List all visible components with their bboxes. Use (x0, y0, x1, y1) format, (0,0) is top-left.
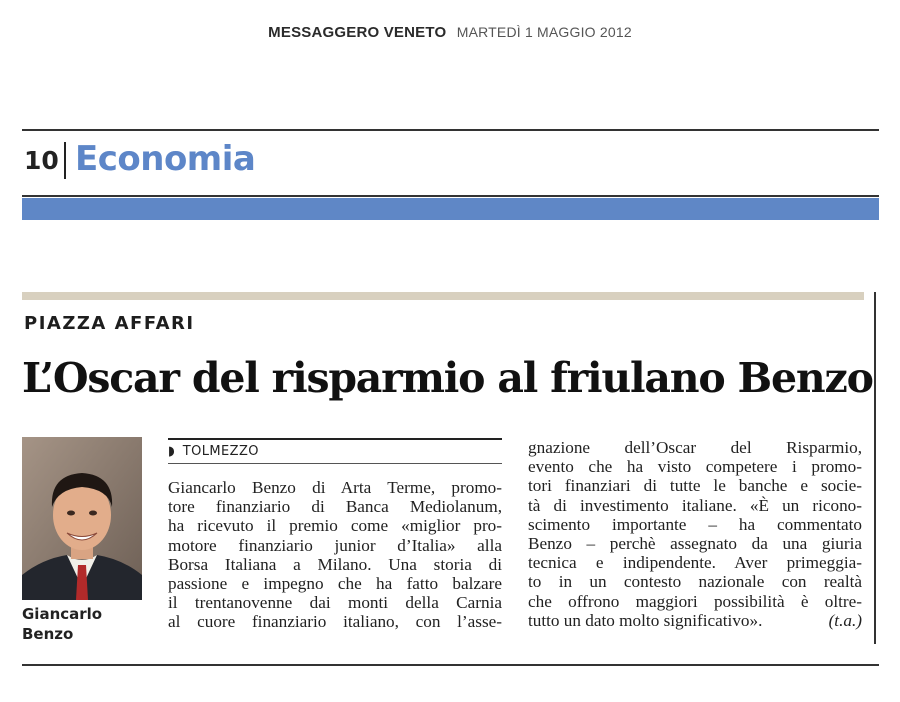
top-rule (22, 129, 879, 131)
masthead (0, 24, 900, 41)
column-line: al cuore finanziario italiano, con l’asse- (168, 612, 502, 632)
dateline (168, 444, 259, 459)
newspaper-name: MESSAGGERO VENETO (268, 24, 447, 41)
dateline-marker-icon: ◗ (168, 444, 176, 459)
photo-caption (22, 604, 102, 644)
article-column-2 (528, 438, 862, 630)
dateline-place: TOLMEZZO (182, 444, 259, 459)
section-rule (22, 195, 879, 197)
issue-date: MARTEDÌ 1 MAGGIO 2012 (456, 24, 632, 40)
portrait-illustration (22, 437, 142, 600)
article-kicker: PIAZZA AFFARI (24, 313, 195, 334)
page-number: 10 (24, 146, 59, 175)
article-headline: L’Oscar del risparmio al friulano Benzo (22, 354, 873, 402)
article-top-band (22, 292, 864, 300)
author-signature: (t.a.) (828, 610, 862, 630)
column-line: scimento importante – ha commentato (528, 514, 862, 534)
column-line: motore finanziario junior d’Italia» alla (168, 535, 502, 555)
column-line: passione e impegno che ha fatto balzare (168, 574, 502, 594)
caption-last-name: Benzo (22, 625, 74, 643)
dateline-top-rule (168, 438, 502, 440)
column-line-last (528, 611, 862, 630)
article-column-1 (168, 478, 502, 632)
section-title: Economia (75, 139, 256, 179)
dateline-bottom-rule (168, 463, 502, 464)
page-number-separator (64, 142, 66, 179)
bottom-rule (22, 664, 879, 666)
column-line: gnazione dell’Oscar del Risparmio, (528, 438, 862, 457)
caption-first-name: Giancarlo (22, 605, 103, 623)
article-right-rule (874, 292, 876, 644)
column-line: evento che ha visto competere i promo- (528, 457, 862, 477)
column-line: Giancarlo Benzo di Arta Terme, promo- (168, 478, 502, 497)
portrait-photo (22, 437, 142, 600)
column-line: tecnica e indipendente. Aver primeggia- (528, 553, 862, 573)
column-line: ha ricevuto il premio come «miglior pro- (168, 516, 502, 536)
column-line-text: tutto un dato molto significativo». (528, 610, 763, 630)
column-line: Benzo – perchè assegnato da una giuria (528, 534, 862, 554)
column-line: tà di investimento italiane. «È un ricono- (528, 495, 862, 515)
column-line: il trentanovenne dai monti della Carnia (168, 593, 502, 613)
column-line: Borsa Italiana a Milano. Una storia di (168, 554, 502, 574)
section-color-band (22, 198, 879, 220)
column-line: che offrono maggiori possibilità è oltre- (528, 591, 862, 611)
column-line: to in un contesto nazionale con realtà (528, 572, 862, 592)
column-line: tore finanziario di Banca Mediolanum, (168, 497, 502, 517)
column-line: tori finanziari di tutte le banche e socie- (528, 476, 862, 496)
